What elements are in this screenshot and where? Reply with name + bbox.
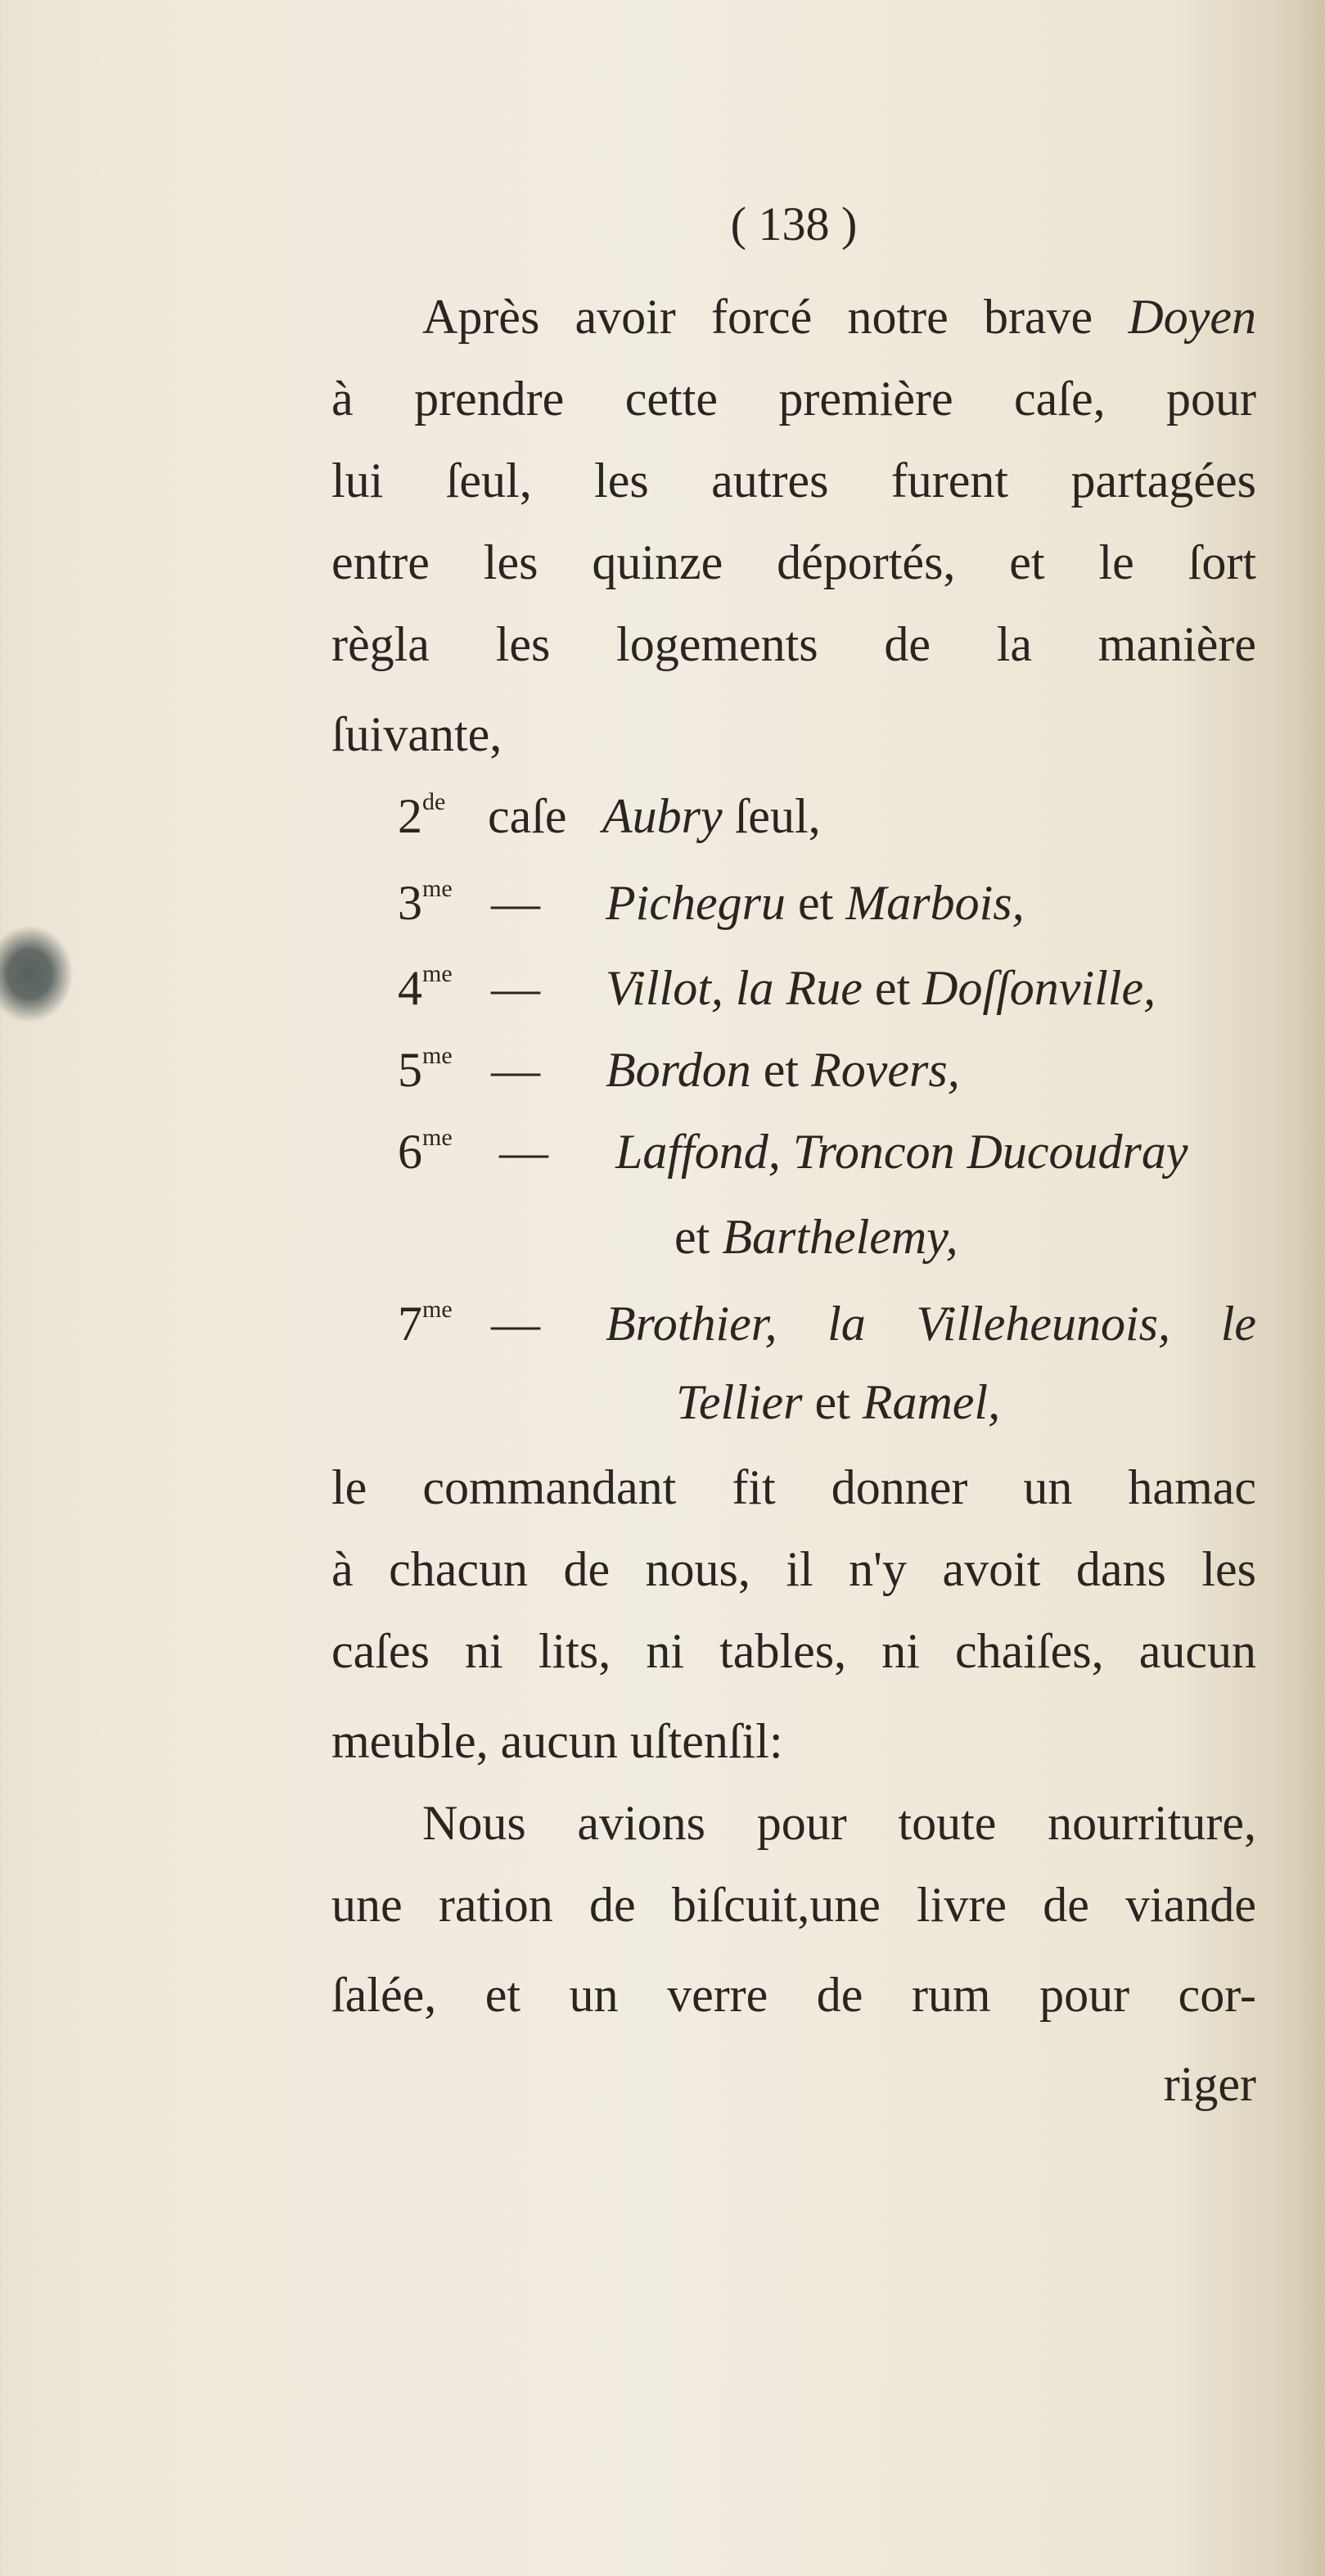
- names: [615, 1123, 1188, 1180]
- ordinal-suffix: me: [422, 1042, 453, 1069]
- ordinal-number: 5: [398, 1043, 422, 1097]
- text: et: [750, 1043, 812, 1097]
- ordinal: [398, 874, 453, 932]
- ordinal: [398, 787, 445, 845]
- text: et: [674, 1210, 723, 1264]
- name: Pichegru: [606, 876, 786, 930]
- text-line: ſalée, et un verre de rum pour cor-: [331, 1968, 1256, 2022]
- text-line: Nous avions pour toute nourriture,: [422, 1796, 1256, 1850]
- names: [606, 874, 1025, 932]
- name: Bordon: [606, 1043, 751, 1097]
- text: et: [802, 1375, 863, 1429]
- separator: —: [491, 876, 540, 930]
- names: [606, 959, 1156, 1017]
- ordinal-suffix: me: [422, 960, 453, 987]
- separator: —: [491, 1297, 540, 1351]
- name: Marbois,: [845, 876, 1025, 930]
- text-line: à prendre cette première caſe, pour: [331, 372, 1256, 426]
- names: [602, 787, 821, 845]
- text-line: [422, 288, 1256, 345]
- names: [606, 1295, 1256, 1352]
- list-item-continuation: [674, 1208, 958, 1265]
- name: Brothier, la Villeheunois, le: [606, 1297, 1256, 1351]
- name: Rovers,: [811, 1043, 960, 1097]
- text-line: à chacun de nous, il n'y avoit dans les: [331, 1542, 1256, 1596]
- list-item-continuation: [676, 1374, 1000, 1431]
- text: et: [862, 961, 923, 1015]
- ordinal-suffix: me: [422, 875, 453, 902]
- text: ſeul,: [722, 789, 821, 843]
- text-line: entre les quinze déportés, et le ſort: [331, 535, 1256, 589]
- separator: —: [491, 1043, 540, 1097]
- text-line: une ration de biſcuit,une livre de viande: [331, 1878, 1256, 1932]
- text: et: [785, 876, 846, 930]
- separator: —: [499, 1125, 548, 1179]
- name: Ramel,: [862, 1375, 1001, 1429]
- page-number: ( 138 ): [730, 197, 858, 250]
- text-line: lui ſeul, les autres furent partagées: [331, 453, 1256, 508]
- ordinal-number: 4: [398, 961, 422, 1015]
- name: Aubry: [602, 789, 723, 843]
- name: Tellier: [676, 1375, 803, 1429]
- ordinal: [398, 1295, 453, 1352]
- ordinal-number: 7: [398, 1297, 422, 1351]
- ink-stain: [0, 925, 74, 1023]
- name: Laffond, Troncon Ducoudray: [615, 1125, 1188, 1179]
- name: Barthelemy,: [722, 1210, 958, 1264]
- ordinal-suffix: me: [422, 1124, 453, 1151]
- name: Villot, la Rue: [606, 961, 863, 1015]
- text-line: ſuivante,: [331, 707, 503, 761]
- text-line: meuble, aucun uſtenſil:: [331, 1714, 783, 1768]
- ordinal-suffix: de: [422, 788, 446, 815]
- italic-text: Doyen: [1128, 290, 1256, 344]
- ordinal-number: 6: [398, 1125, 422, 1179]
- separator: caſe: [488, 789, 567, 843]
- ordinal: [398, 1123, 453, 1180]
- text-line: le commandant fit donner un hamac: [331, 1460, 1256, 1514]
- ordinal-number: 3: [398, 876, 422, 930]
- text-line: caſes ni lits, ni tables, ni chaiſes, aucun: [331, 1624, 1256, 1678]
- ordinal: [398, 959, 453, 1017]
- ordinal: [398, 1041, 453, 1099]
- separator: —: [491, 961, 540, 1015]
- catchword: riger: [1163, 2057, 1256, 2111]
- text-line: règla les logements de la manière: [331, 617, 1256, 671]
- ordinal-number: 2: [398, 789, 422, 843]
- name: Doſſonville,: [922, 961, 1156, 1015]
- names: [606, 1041, 960, 1099]
- ordinal-suffix: me: [422, 1296, 453, 1323]
- text: Après avoir forcé notre brave: [422, 290, 1129, 344]
